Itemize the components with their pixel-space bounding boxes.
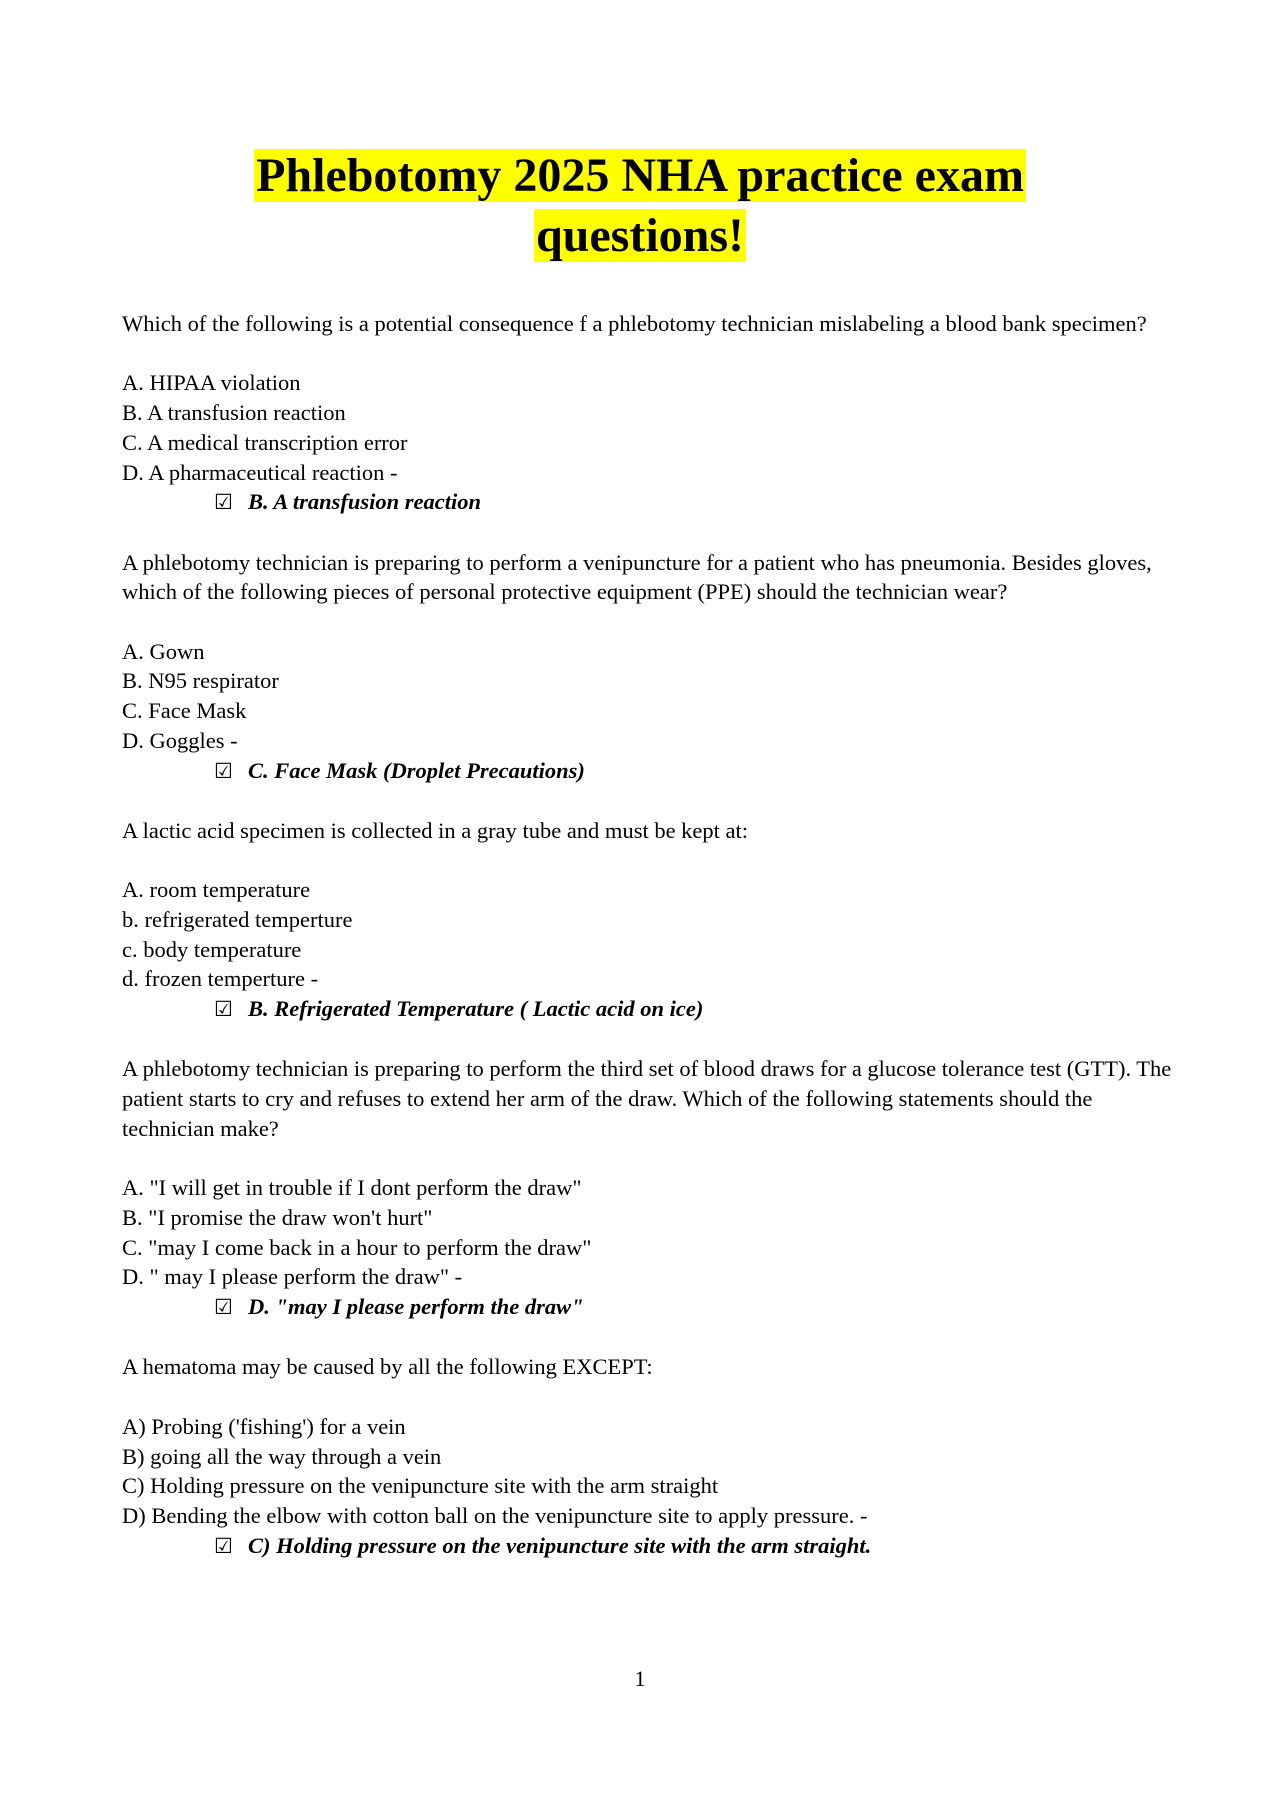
question-5	[122, 1352, 1182, 1561]
ballot-box-with-check-icon: ☑	[214, 490, 233, 515]
page-title	[0, 146, 1280, 266]
answer-text: B. A transfusion reaction	[248, 489, 481, 515]
answer-text: C) Holding pressure on the venipuncture site with the arm straight.	[248, 1532, 872, 1558]
option-b: b. refrigerated temperture	[122, 906, 353, 932]
option-d: d. frozen temperture -	[122, 966, 319, 992]
option-a: A. HIPAA violation	[122, 370, 301, 396]
option-d: D. " may I please perform the draw" -	[122, 1264, 463, 1290]
option-c: c. body temperature	[122, 936, 302, 962]
answer-text: B. Refrigerated Temperature ( Lactic acid on ice)	[248, 996, 704, 1022]
option-c: C. Face Mask	[122, 698, 247, 724]
question-text: A phlebotomy technician is preparing to perform a venipuncture for a patient who has pneumonia. Besides gloves, which of the following pieces of personal protective equipment (PPE) should the technician wear?	[122, 549, 1152, 605]
answer-line	[214, 756, 1182, 787]
question-text: A lactic acid specimen is collected in a gray tube and must be kept at:	[122, 817, 749, 843]
option-a: A. room temperature	[122, 877, 311, 903]
ballot-box-with-check-icon: ☑	[214, 1295, 233, 1320]
answer-line	[214, 994, 1182, 1025]
option-a: A. Gown	[122, 638, 205, 664]
answer-line	[214, 1531, 1182, 1562]
ballot-box-with-check-icon: ☑	[214, 1533, 233, 1558]
option-d: D. A pharmaceutical reaction -	[122, 459, 398, 485]
ballot-box-with-check-icon: ☑	[214, 997, 233, 1022]
option-a: A. "I will get in trouble if I dont perform the draw"	[122, 1175, 582, 1201]
answer-line	[214, 1292, 1182, 1323]
option-b: B. N95 respirator	[122, 668, 279, 694]
question-1	[122, 309, 1182, 518]
option-c: C. A medical transcription error	[122, 429, 408, 455]
answer-line	[214, 487, 1182, 518]
ballot-box-with-check-icon: ☑	[214, 758, 233, 783]
answer-text: C. Face Mask (Droplet Precautions)	[248, 757, 585, 783]
page-number: 1	[634, 1666, 646, 1691]
question-text: A phlebotomy technician is preparing to perform the third set of blood draws for a glucose tolerance test (GTT). The patient starts to cry and refuses to extend her arm of the draw. Which of the following statements should the technician make?	[122, 1056, 1172, 1141]
option-d: D. Goggles -	[122, 727, 238, 753]
option-b: B. A transfusion reaction	[122, 400, 346, 426]
option-b: B) going all the way through a vein	[122, 1443, 442, 1469]
question-4	[122, 1054, 1182, 1322]
option-c: C) Holding pressure on the venipuncture site with the arm straight	[122, 1473, 719, 1499]
title-line-1: Phlebotomy 2025 NHA practice exam	[256, 149, 1024, 202]
question-text: Which of the following is a potential consequence f a phlebotomy technician mislabeling a blood bank specimen?	[122, 311, 1147, 336]
questions-list	[122, 309, 1182, 1591]
option-b: B. "I promise the draw won't hurt"	[122, 1204, 433, 1230]
option-a: A) Probing ('fishing') for a vein	[122, 1413, 406, 1439]
question-3	[122, 816, 1182, 1025]
question-text: A hematoma may be caused by all the following EXCEPT:	[122, 1354, 653, 1380]
option-c: C. "may I come back in a hour to perform the draw"	[122, 1234, 592, 1260]
title-line-2: questions!	[535, 209, 745, 262]
question-2	[122, 548, 1182, 787]
answer-text: D. "may I please perform the draw"	[248, 1294, 584, 1320]
option-d: D) Bending the elbow with cotton ball on the venipuncture site to apply pressure. -	[122, 1502, 868, 1528]
